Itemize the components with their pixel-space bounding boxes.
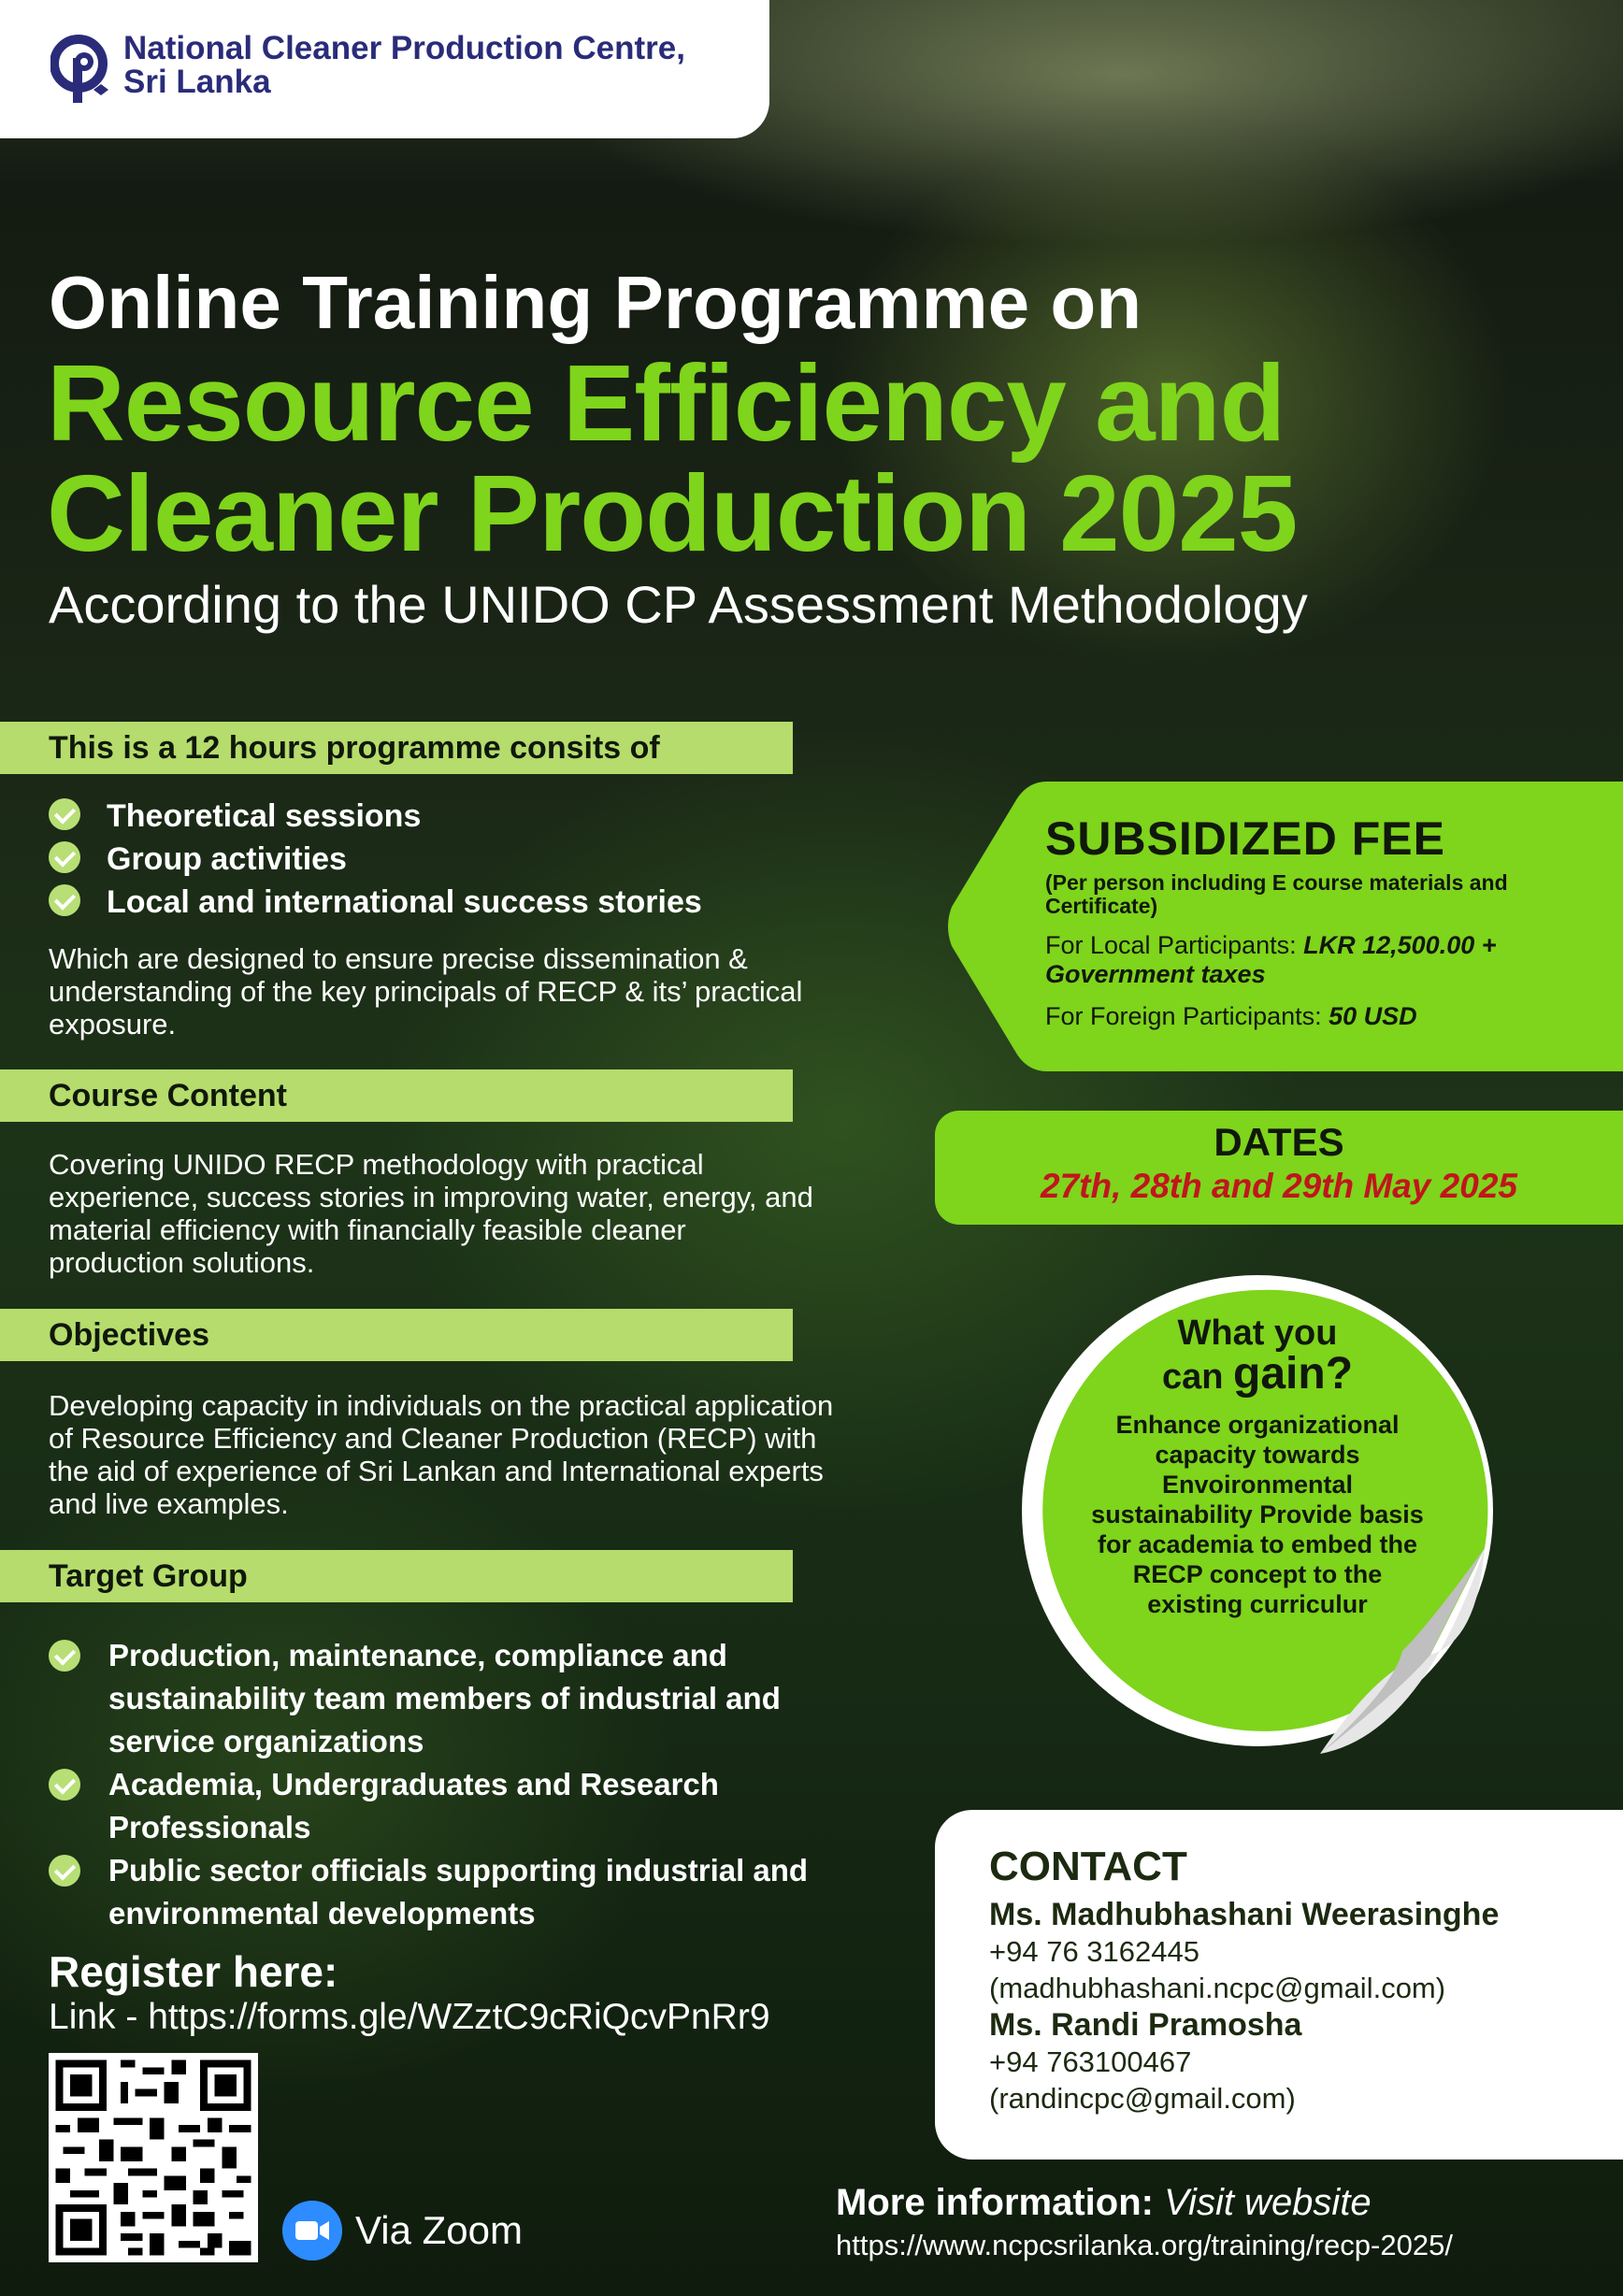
course-content-text: Covering UNIDO RECP methodology with practical experience, success stories in improving water, energy, and material efficiency with financially feasible cleaner production solutions.	[49, 1148, 813, 1279]
fee-content	[1045, 811, 1606, 1031]
list-item: Local and international success stories	[49, 884, 702, 927]
programme-heading: This is a 12 hours programme consits of	[49, 730, 660, 766]
page-title-line2: Cleaner Production 2025	[47, 452, 1298, 574]
fee-local-value: LKR 12,500.00 + Government taxes	[1045, 931, 1497, 988]
check-icon	[49, 841, 80, 873]
more-info-label: More information:	[836, 2182, 1165, 2223]
course-content-heading: Course Content	[49, 1078, 287, 1113]
contact-content	[989, 1844, 1499, 2117]
fee-foreign-value: 50 USD	[1329, 1002, 1417, 1030]
programme-description: Which are designed to ensure precise dissemination & understanding of the key principals of RECP & its’ practical exposure.	[49, 942, 803, 1040]
contact-phone[interactable]: +94 76 3162445	[989, 1935, 1199, 1968]
ncpc-logo-icon	[50, 32, 112, 105]
list-item: Production, maintenance, compliance and sustainability team members of industrial and service organizations	[49, 1634, 843, 1763]
objectives-text: Developing capacity in individuals on the practical application of Resource Efficiency and Cleaner Production (RECP) with the aid of experience of Sri Lankan and International experts and live examples.	[49, 1389, 834, 1520]
page-subtitle: According to the UNIDO CP Assessment Methodology	[49, 575, 1308, 634]
fee-note: (Per person including E course materials and Certificate)	[1045, 870, 1508, 918]
contact-phone[interactable]: +94 763100467	[989, 2045, 1192, 2078]
org-name-line2: Sri Lanka	[123, 64, 271, 100]
page-title-line1: Resource Efficiency and	[47, 342, 1285, 464]
contact-email[interactable]: (randincpc@gmail.com)	[989, 2082, 1296, 2115]
gain-text: Enhance organizational capacity towards Envoironmental sustainability Provide basis for academia to embed the RECP concept to the existing curriculur	[1091, 1411, 1424, 1618]
programme-heading-bar	[0, 722, 793, 774]
register-link[interactable]: Link - https://forms.gle/WZztC9cRiQcvPnRr9	[49, 1997, 770, 2037]
more-info	[836, 2182, 1372, 2224]
org-name	[123, 32, 685, 99]
contact-name: Ms. Randi Pramosha	[989, 2007, 1302, 2043]
fee-foreign: For Foreign Participants: 50 USD	[1045, 1002, 1417, 1030]
target-group-list	[49, 1634, 843, 1935]
check-icon	[49, 884, 80, 916]
page-title	[47, 342, 1298, 574]
contact-email[interactable]: (madhubhashani.ncpc@gmail.com)	[989, 1972, 1446, 2004]
check-icon	[49, 1769, 80, 1801]
fee-title: SUBSIDIZED FEE	[1045, 812, 1445, 865]
check-icon	[49, 798, 80, 830]
contact-name: Ms. Madhubhashani Weerasinghe	[989, 1897, 1500, 1932]
fee-local: For Local Participants: LKR 12,500.00 + Government taxes	[1045, 931, 1497, 988]
more-info-value: Visit website	[1164, 2182, 1372, 2223]
register-title: Register here:	[49, 1947, 338, 1996]
dates-label: DATES	[1214, 1120, 1344, 1164]
zoom-icon	[282, 2201, 342, 2260]
course-content-heading-bar	[0, 1069, 793, 1122]
zoom-label: Via Zoom	[355, 2208, 523, 2252]
target-group-heading: Target Group	[49, 1558, 248, 1594]
target-group-heading-bar	[0, 1550, 793, 1602]
programme-list	[49, 798, 702, 927]
list-item: Academia, Undergraduates and Research Professionals	[49, 1763, 843, 1849]
list-item: Group activities	[49, 841, 702, 884]
website-link[interactable]: https://www.ncpcsrilanka.org/training/recp-2025/	[836, 2229, 1453, 2261]
objectives-heading-bar	[0, 1309, 793, 1361]
objectives-heading: Objectives	[49, 1317, 209, 1353]
dates-value: 27th, 28th and 29th May 2025	[1041, 1167, 1517, 1205]
list-item: Theoretical sessions	[49, 798, 702, 841]
dates-box	[935, 1111, 1623, 1225]
list-item: Public sector officials supporting industrial and environmental developments	[49, 1849, 843, 1935]
check-icon	[49, 1855, 80, 1887]
check-icon	[49, 1640, 80, 1672]
qr-code-icon[interactable]	[49, 2053, 258, 2262]
gain-title: What you can gain?	[1161, 1313, 1354, 1399]
title-intro: Online Training Programme on	[49, 261, 1142, 344]
contact-title: CONTACT	[989, 1844, 1187, 1889]
org-name-line1: National Cleaner Production Centre,	[123, 30, 685, 66]
